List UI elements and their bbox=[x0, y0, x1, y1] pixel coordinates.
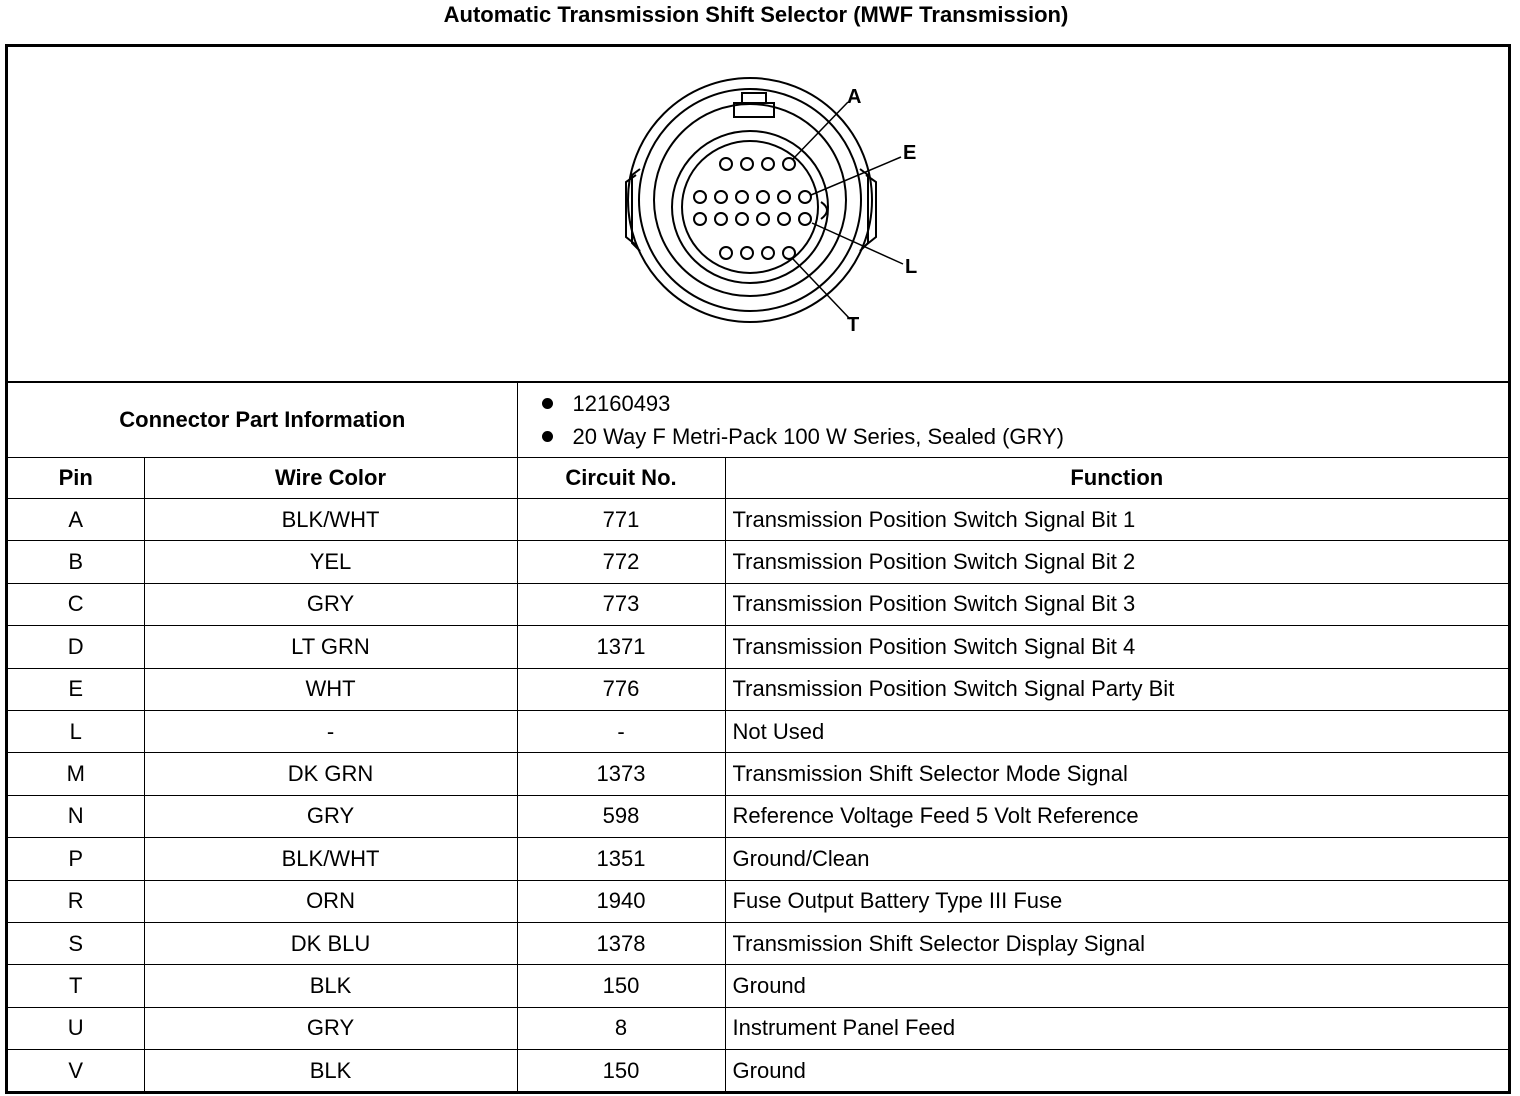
function-cell: Instrument Panel Feed bbox=[725, 1007, 1508, 1049]
function-cell: Transmission Position Switch Signal Bit 3 bbox=[725, 583, 1508, 625]
pin-cell: B bbox=[8, 541, 144, 583]
wire-color-cell: YEL bbox=[144, 541, 517, 583]
pin-cell: P bbox=[8, 838, 144, 880]
table-row bbox=[8, 541, 1508, 583]
wire-color-cell: - bbox=[144, 710, 517, 752]
connector-info-row bbox=[8, 383, 1508, 458]
circuit-no-cell: 1378 bbox=[517, 922, 725, 964]
connector-face-drawing bbox=[8, 47, 1508, 381]
wire-color-cell: LT GRN bbox=[144, 626, 517, 668]
function-cell: Transmission Position Switch Signal Party Bit bbox=[725, 668, 1508, 710]
circuit-no-cell: 1351 bbox=[517, 838, 725, 880]
page-title: Automatic Transmission Shift Selector (MWF Transmission) bbox=[443, 2, 1069, 27]
table-row bbox=[8, 838, 1508, 880]
connector-info-values bbox=[517, 383, 1508, 458]
bullet-icon bbox=[542, 398, 553, 409]
table-row bbox=[8, 965, 1508, 1007]
callout-a: A bbox=[847, 86, 862, 108]
function-cell: Transmission Position Switch Signal Bit 4 bbox=[725, 626, 1508, 668]
table-row bbox=[8, 1050, 1508, 1092]
connector-info-label: Connector Part Information bbox=[8, 383, 517, 458]
circuit-no-cell: 598 bbox=[517, 795, 725, 837]
callout-l: L bbox=[905, 256, 918, 278]
function-cell: Fuse Output Battery Type III Fuse bbox=[725, 880, 1508, 922]
connector-diagram bbox=[8, 47, 1508, 383]
function-cell: Transmission Position Switch Signal Bit 2 bbox=[725, 541, 1508, 583]
circuit-no-cell: - bbox=[517, 710, 725, 752]
header-function: Function bbox=[725, 458, 1508, 499]
table-row bbox=[8, 626, 1508, 668]
pin-cell: N bbox=[8, 795, 144, 837]
table-row bbox=[8, 668, 1508, 710]
table-row bbox=[8, 795, 1508, 837]
table-row bbox=[8, 1007, 1508, 1049]
connector-frame bbox=[5, 44, 1511, 1094]
pin-cell: E bbox=[8, 668, 144, 710]
callout-t: T bbox=[847, 314, 860, 336]
wire-color-cell: ORN bbox=[144, 880, 517, 922]
pinout-table bbox=[8, 383, 1508, 1091]
wire-color-cell: GRY bbox=[144, 795, 517, 837]
wire-color-cell: BLK bbox=[144, 965, 517, 1007]
pin-cell: L bbox=[8, 710, 144, 752]
pin-cell: A bbox=[8, 499, 144, 541]
function-cell: Ground bbox=[725, 1050, 1508, 1092]
callout-e: E bbox=[903, 142, 917, 164]
circuit-no-cell: 776 bbox=[517, 668, 725, 710]
pin-cell: U bbox=[8, 1007, 144, 1049]
pin-holes bbox=[694, 158, 811, 259]
table-row bbox=[8, 710, 1508, 752]
pin-cell: V bbox=[8, 1050, 144, 1092]
wire-color-cell: DK GRN bbox=[144, 753, 517, 795]
circuit-no-cell: 150 bbox=[517, 965, 725, 1007]
function-cell: Transmission Position Switch Signal Bit 1 bbox=[725, 499, 1508, 541]
pin-cell: R bbox=[8, 880, 144, 922]
circuit-no-cell: 150 bbox=[517, 1050, 725, 1092]
bullet-icon bbox=[542, 431, 553, 442]
circuit-no-cell: 772 bbox=[517, 541, 725, 583]
table-row bbox=[8, 499, 1508, 541]
pin-cell: C bbox=[8, 583, 144, 625]
function-cell: Transmission Shift Selector Display Signal bbox=[725, 922, 1508, 964]
circuit-no-cell: 773 bbox=[517, 583, 725, 625]
header-wire-color: Wire Color bbox=[144, 458, 517, 499]
table-body bbox=[8, 499, 1508, 1092]
function-cell: Transmission Shift Selector Mode Signal bbox=[725, 753, 1508, 795]
table-row bbox=[8, 880, 1508, 922]
pin-cell: T bbox=[8, 965, 144, 1007]
header-circuit-no: Circuit No. bbox=[517, 458, 725, 499]
table-row bbox=[8, 753, 1508, 795]
function-cell: Ground/Clean bbox=[725, 838, 1508, 880]
wire-color-cell: BLK/WHT bbox=[144, 499, 517, 541]
pin-cell: S bbox=[8, 922, 144, 964]
wire-color-cell: WHT bbox=[144, 668, 517, 710]
wire-color-cell: GRY bbox=[144, 1007, 517, 1049]
header-pin: Pin bbox=[8, 458, 144, 499]
circuit-no-cell: 1373 bbox=[517, 753, 725, 795]
pin-cell: D bbox=[8, 626, 144, 668]
circuit-no-cell: 771 bbox=[517, 499, 725, 541]
function-cell: Not Used bbox=[725, 710, 1508, 752]
function-cell: Reference Voltage Feed 5 Volt Reference bbox=[725, 795, 1508, 837]
table-header bbox=[8, 458, 1508, 499]
wire-color-cell: BLK/WHT bbox=[144, 838, 517, 880]
circuit-no-cell: 8 bbox=[517, 1007, 725, 1049]
table-row bbox=[8, 583, 1508, 625]
table-row bbox=[8, 922, 1508, 964]
function-cell: Ground bbox=[725, 965, 1508, 1007]
wire-color-cell: DK BLU bbox=[144, 922, 517, 964]
connector-info-item: 20 Way F Metri-Pack 100 W Series, Sealed (GRY) bbox=[542, 420, 1509, 453]
pin-cell: M bbox=[8, 753, 144, 795]
circuit-no-cell: 1940 bbox=[517, 880, 725, 922]
wire-color-cell: GRY bbox=[144, 583, 517, 625]
wire-color-cell: BLK bbox=[144, 1050, 517, 1092]
circuit-no-cell: 1371 bbox=[517, 626, 725, 668]
connector-info-item: 12160493 bbox=[542, 387, 1509, 420]
